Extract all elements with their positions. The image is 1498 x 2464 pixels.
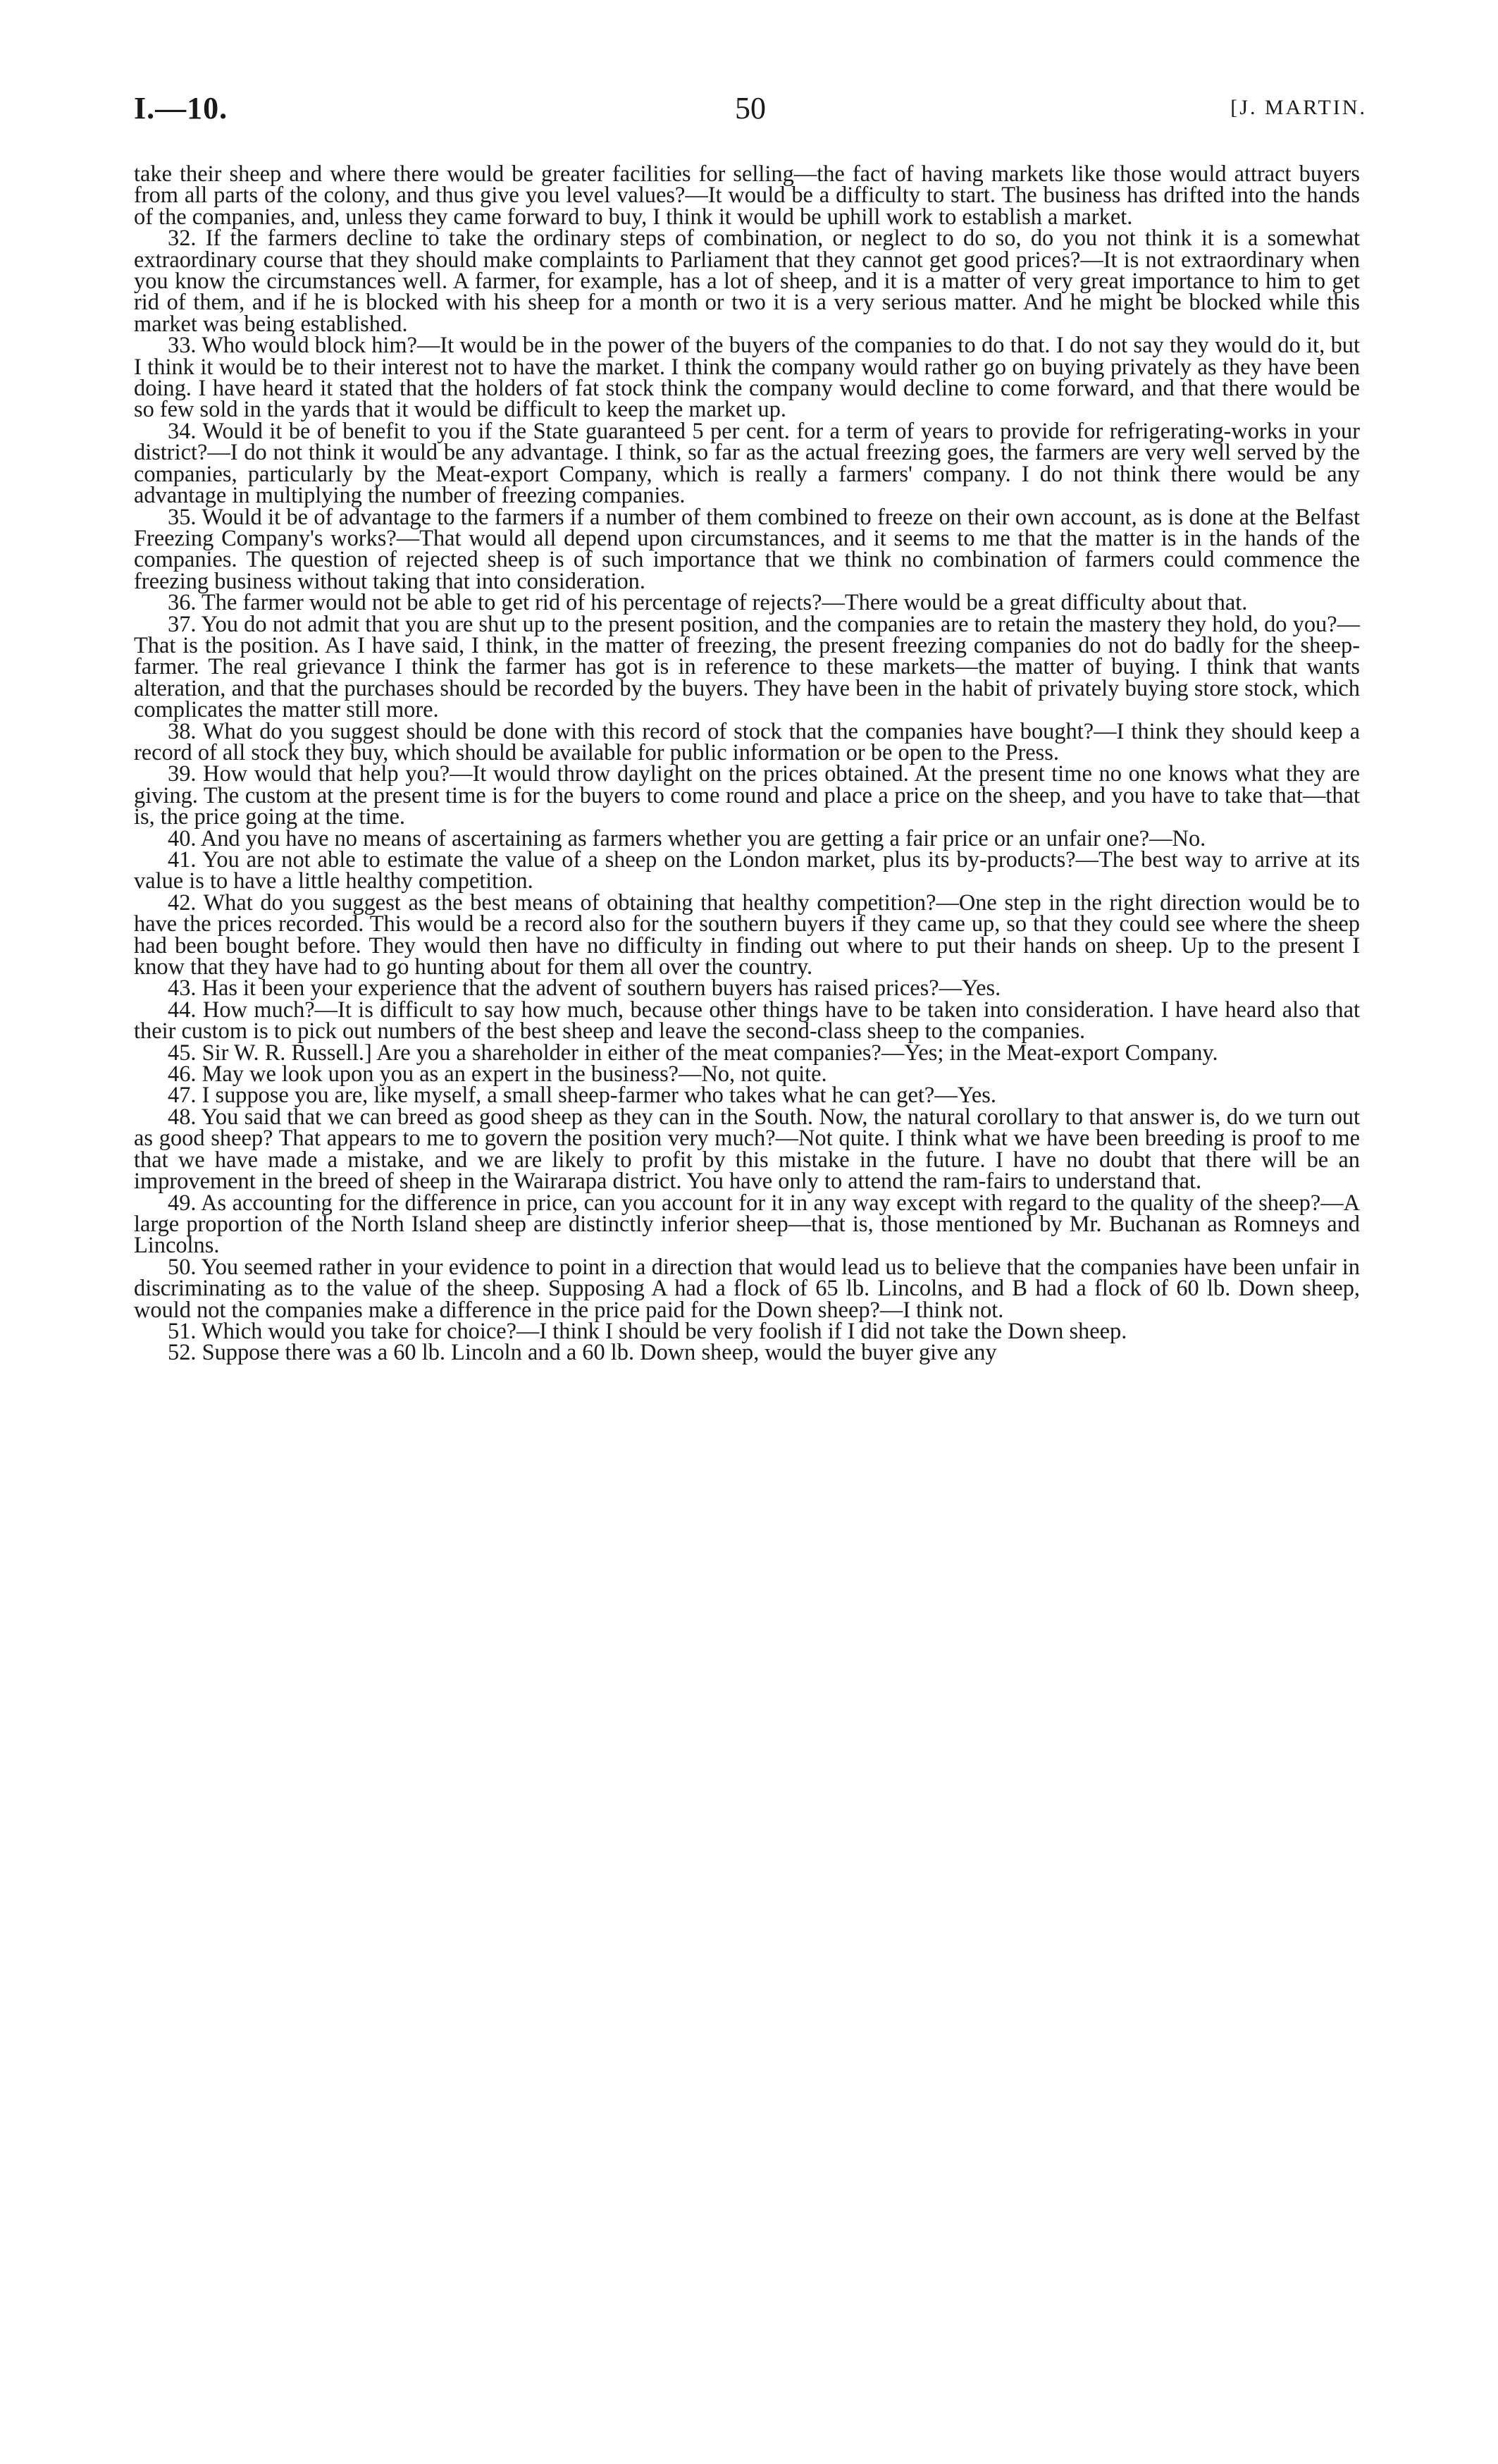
witness-name: [J. MARTIN. <box>1230 96 1367 119</box>
paragraph-q39: 39. How would that help you?—It would throw daylight on the prices obtained. At the present time no one knows what they are giving. The custom at the present time is for the buyers to come round and place a price on the sheep, and you have to take that—that is, the price going at the time. <box>134 761 1360 830</box>
paragraph-q52: 52. Suppose there was a 60 lb. Lincoln and a 60 lb. Down sheep, would the buyer give any <box>168 1340 997 1366</box>
paragraph-q47: 47. I suppose you are, like myself, a small sheep-farmer who takes what he can get?—Yes. <box>168 1083 996 1109</box>
paragraph-q51: 51. Which would you take for choice?—I think I should be very foolish if I did not take the Down sheep. <box>168 1318 1127 1344</box>
paragraph-q43: 43. Has it been your experience that the advent of southern buyers has raised prices?—Yes. <box>168 975 1001 1002</box>
paragraph-q44: 44. How much?—It is difficult to say how much, because other things have to be taken into consideration. I have heard also that their custom is to pick out numbers of the best sheep and leave the second-class sheep to the companies. <box>134 997 1360 1045</box>
paragraph-q37: 37. You do not admit that you are shut up to the present position, and the companies are to retain the mastery they hold, do you?—That is the position. As I have said, I think, in the matter of freezing, the present freezing companies do not do badly for the sheep-farmer. The real grievance I think the farmer has got is in reference to these markets—the matter of buying. I think that wants alteration, and that the purchases should be recorded by the buyers. They have been in the habit of privately buying store stock, which complicates the matter still more. <box>134 611 1360 723</box>
paragraph-q45: 45. Sir W. R. Russell.] Are you a shareholder in either of the meat companies?—Yes; in the Meat-export Company. <box>168 1040 1218 1066</box>
paragraph-q41: 41. You are not able to estimate the value of a sheep on the London market, plus its by-products?—The best way to arrive at its value is to have a little healthy competition. <box>134 847 1360 894</box>
paragraph-q33: 33. Who would block him?—It would be in the power of the buyers of the companies to do that. I do not say they would do it, but I think it would be to their interest not to have the market. I think the company would rather go on buying privately as they have been doing. I have heard it stated that the holders of fat stock think the company would decline to come forward, and that there would be so few sold in the yards that it would be difficult to keep the market up. <box>134 333 1360 423</box>
paragraph-q49: 49. As accounting for the difference in price, can you account for it in any way except with regard to the quality of the sheep?—A large proportion of the North Island sheep are distinctly inferior sheep—that is, those mentioned by Mr. Buchanan as Romneys and Lincolns. <box>134 1190 1360 1259</box>
paragraph-q35: 35. Would it be of advantage to the farmers if a number of them combined to freeze on their own account, as is done at the Belfast Freezing Company's works?—That would all depend upon circumstances, and it seems to me that the matter is in the hands of the companies. The question of rejected sheep is of such importance that we think no combination of farmers could commence the freezing business without taking that into consideration. <box>134 504 1360 594</box>
page-header <box>134 90 1367 133</box>
paragraph-q50: 50. You seemed rather in your evidence to point in a direction that would lead us to believe that the companies have been unfair in discriminating as to the value of the sheep. Supposing A had a flock of 65 lb. Lincolns, and B had a flock of 60 lb. Down sheep, would not the companies make a difference in the price paid for the Down sheep?—I think not. <box>134 1254 1360 1323</box>
paragraph-q40: 40. And you have no means of ascertaining as farmers whether you are getting a fair price or an unfair one?—No. <box>168 825 1206 851</box>
paragraph-q32: 32. If the farmers decline to take the ordinary steps of combination, or neglect to do so, do you not think it is a somewhat extraordinary course that they should make complaints to Parliament that they cannot get good prices?—It is not extraordinary when you know the circumstances well. A farmer, for example, has a lot of sheep, and it is a matter of very great importance to him to get rid of them, and if he is blocked with his sheep for a month or two it is a very serious matter. And he might be blocked while this market was being established. <box>134 226 1360 337</box>
paper-reference: I.—10. <box>134 91 228 125</box>
paragraph-q38: 38. What do you suggest should be done with this record of stock that the companies have bought?—I think they should keep a record of all stock they buy, which should be available for public information or be open to the Press. <box>134 718 1360 765</box>
paragraph-q34: 34. Would it be of benefit to you if the State guaranteed 5 per cent. for a term of years to provide for refrigerating-works in your district?—I do not think it would be any advantage. I think, so far as the actual freezing goes, the farmers are very well served by the companies, particularly by the Meat-export Company, which is really a farmers' company. I do not think there would be any advantage in multiplying the number of freezing companies. <box>134 418 1360 509</box>
page-number: 50 <box>735 91 766 125</box>
paragraph-q36: 36. The farmer would not be able to get rid of his percentage of rejects?—There would be a great difficulty about that. <box>168 590 1248 616</box>
paragraph-continuation: take their sheep and where there would be greater facilities for selling—the fact of having markets like those would attract buyers from all parts of the colony, and thus give you level values?—It would be a difficulty to start. The business has drifted into the hands of the companies, and, unless they came forward to buy, I think it would be uphill work to establish a market. <box>134 161 1360 230</box>
paragraph-q46: 46. May we look upon you as an expert in the business?—No, not quite. <box>168 1061 827 1088</box>
evidence-body <box>134 161 1360 1366</box>
paragraph-q42: 42. What do you suggest as the best means of obtaining that healthy competition?—One step in the right direction would be to have the prices recorded. This would be a record also for the southern buyers if they came up, so that they could see where the sheep had been bought before. They would then have no difficulty in finding out where to put their hands on sheep. Up to the present I know that they have had to go hunting about for them all over the country. <box>134 889 1360 980</box>
paragraph-q48: 48. You said that we can breed as good sheep as they can in the South. Now, the natural corollary to that answer is, do we turn out as good sheep? That appears to me to govern the position very much?—Not quite. I think what we have been breeding is proof to me that we have made a mistake, and we are likely to profit by this mistake in the future. I have no doubt that there will be an improvement in the breed of sheep in the Wairarapa district. You have only to attend the ram-fairs to understand that. <box>134 1104 1360 1195</box>
